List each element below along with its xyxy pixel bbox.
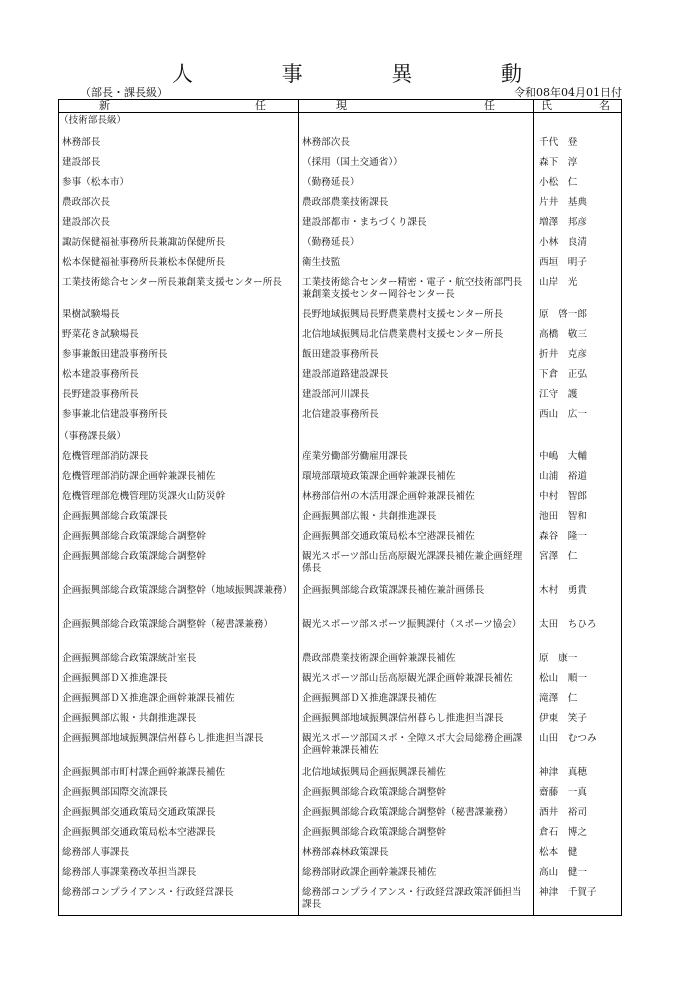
- person-name: 倉石 博之: [539, 827, 587, 838]
- current-position: 産業労働部労働雇用課長: [302, 451, 408, 462]
- person-name: 松本 健: [539, 847, 578, 858]
- header-current-right: 任: [484, 99, 495, 112]
- current-position: 建設部河川課長: [302, 389, 370, 400]
- new-position: 総務部コンプライアンス・行政経営課長: [62, 887, 234, 898]
- page-title: [172, 60, 522, 88]
- new-position: 企画振興部総合政策課総合調整幹: [62, 551, 206, 562]
- person-name: 森下 淳: [539, 157, 578, 168]
- current-position: 企画振興部広報・共創推進課長: [302, 511, 437, 522]
- current-position: 農政部農業技術課企画幹兼課長補佐: [302, 653, 456, 664]
- column-divider: [533, 100, 534, 915]
- current-position: 工業技術総合センター精密・電子・航空技術部門長兼創業支援センター岡谷センター長: [302, 277, 523, 300]
- header-name-right: 名: [599, 99, 610, 112]
- current-position: 企画振興部総合政策課課長補佐兼計画係長: [302, 585, 485, 596]
- current-position: 企画振興部ＤＸ推進課課長補佐: [302, 693, 437, 704]
- person-name: 下倉 正弘: [539, 369, 587, 380]
- current-position: 北信地域振興局北信農業農村支援センター所長: [302, 329, 504, 340]
- section-heading: （技術部長級）: [59, 115, 127, 126]
- current-position: （勤務延長）: [302, 237, 360, 248]
- new-position: 松本建設事務所長: [62, 369, 139, 380]
- current-position: （採用（国土交通省））: [302, 157, 403, 168]
- current-position: 林務部次長: [302, 137, 350, 148]
- person-name: 山浦 裕道: [539, 471, 587, 482]
- person-name: 千代 登: [539, 137, 578, 148]
- new-position: 総務部人事課業務改革担当課長: [62, 867, 197, 878]
- current-position: 建設部都市・まちづくり課長: [302, 217, 427, 228]
- title-char: 動: [500, 62, 522, 86]
- new-position: 企画振興部ＤＸ推進課長: [62, 673, 168, 684]
- new-position: 参事兼北信建設事務所長: [62, 409, 168, 420]
- current-position: 飯田建設事務所長: [302, 349, 379, 360]
- new-position: 企画振興部総合政策課総合調整幹: [62, 531, 206, 542]
- new-position: 企画振興部総合政策課総合調整幹（秘書課兼務）: [62, 619, 274, 630]
- current-position: 総務部コンプライアンス・行政経営課政策評価担当課長: [302, 887, 522, 910]
- person-name: 池田 智和: [539, 511, 587, 522]
- person-name: 江守 護: [539, 389, 578, 400]
- new-position: 危機管理部消防課企画幹兼課長補佐: [62, 471, 216, 482]
- person-name: 原 康一: [539, 653, 578, 664]
- current-position: 長野地域振興局長野農業農村支援センター所長: [302, 309, 504, 320]
- current-position: 林務部森林政策課長: [302, 847, 389, 858]
- new-position: 企画振興部総合政策課長: [62, 511, 168, 522]
- new-position: 企画振興部国際交流課長: [62, 787, 168, 798]
- current-position: 北信建設事務所長: [302, 409, 379, 420]
- person-name: 神津 千賀子: [539, 887, 597, 898]
- person-name: 伊東 笑子: [539, 713, 587, 724]
- person-name: 滝澤 仁: [539, 693, 578, 704]
- person-name: 西山 広一: [539, 409, 587, 420]
- current-position: 環境部環境政策課企画幹兼課長補佐: [302, 471, 456, 482]
- person-name: 齋藤 一真: [539, 787, 587, 798]
- effective-date: 令和08年04月01日付: [514, 86, 622, 99]
- current-position: 観光スポーツ部国スポ・全障スポ大会局総務企画課企画幹兼課長補佐: [302, 733, 523, 756]
- new-position: 危機管理部消防課長: [62, 451, 149, 462]
- person-name: 森谷 隆一: [539, 531, 587, 542]
- person-name: 酒井 裕司: [539, 807, 587, 818]
- person-name: 中嶋 大輔: [539, 451, 587, 462]
- new-position: 果樹試験場長: [62, 309, 120, 320]
- new-position: 建設部次長: [62, 217, 110, 228]
- new-position: 諏訪保健福祉事務所長兼諏訪保健所長: [62, 237, 226, 248]
- person-name: 片井 基典: [539, 197, 587, 208]
- header-divider: [59, 112, 621, 113]
- person-name: 宮澤 仁: [539, 551, 578, 562]
- header-current-left: 現: [336, 99, 347, 112]
- person-name: 小松 仁: [539, 177, 578, 188]
- person-name: 山岸 光: [539, 277, 578, 288]
- personnel-table: [58, 99, 622, 916]
- current-position: 衛生技監: [302, 257, 341, 268]
- current-position: 観光スポーツ部山岳高原観光課課長補佐兼企画経理係長: [302, 551, 523, 574]
- person-name: 小林 良清: [539, 237, 587, 248]
- new-position: 危機管理部危機管理防災課火山防災幹: [62, 491, 226, 502]
- subtitle: （部長・課長級）: [80, 86, 168, 99]
- current-position: 企画振興部地域振興課信州暮らし推進担当課長: [302, 713, 504, 724]
- new-position: 工業技術総合センター所長兼創業支援センター所長: [62, 277, 282, 288]
- current-position: 観光スポーツ部スポーツ振興課付（スポーツ協会）: [302, 619, 522, 630]
- new-position: 企画振興部ＤＸ推進課企画幹兼課長補佐: [62, 693, 235, 704]
- header-new-right: 任: [255, 99, 266, 112]
- person-name: 折井 克彦: [539, 349, 587, 360]
- person-name: 増澤 邦彦: [539, 217, 587, 228]
- new-position: 総務部人事課長: [62, 847, 130, 858]
- new-position: 企画振興部総合政策課総合調整幹（地域振興課兼務）: [62, 585, 293, 596]
- new-position: 松本保健福祉事務所長兼松本保健所長: [62, 257, 226, 268]
- person-name: 神津 真穂: [539, 767, 587, 778]
- current-position: 北信地域振興局企画振興課長補佐: [302, 767, 446, 778]
- current-position: 企画振興部総合政策課総合調整幹: [302, 787, 446, 798]
- header-name-left: 氏: [541, 99, 552, 112]
- new-position: 参事（松本市）: [62, 177, 130, 188]
- person-name: 高橋 敬三: [539, 329, 587, 340]
- new-position: 長野建設事務所長: [62, 389, 139, 400]
- title-char: 異: [391, 62, 413, 86]
- current-position: 農政部農業技術課長: [302, 197, 389, 208]
- new-position: 企画振興部市町村課企画幹兼課長補佐: [62, 767, 226, 778]
- person-name: 西垣 明子: [539, 257, 587, 268]
- new-position: 林務部長: [62, 137, 101, 148]
- person-name: 太田 ちひろ: [539, 619, 597, 630]
- current-position: 企画振興部総合政策課総合調整幹: [302, 827, 446, 838]
- person-name: 木村 勇貴: [539, 585, 587, 596]
- new-position: 野菜花き試験場長: [62, 329, 139, 340]
- current-position: 林務部信州の木活用課企画幹兼課長補佐: [302, 491, 475, 502]
- title-char: 事: [281, 62, 303, 86]
- person-name: 松山 順一: [539, 673, 587, 684]
- current-position: 企画振興部総合政策課総合調整幹（秘書課兼務）: [302, 807, 514, 818]
- current-position: 建設部道路建設課長: [302, 369, 389, 380]
- current-position: （勤務延長）: [302, 177, 360, 188]
- new-position: 企画振興部交通政策局松本空港課長: [62, 827, 216, 838]
- person-name: 山田 むつみ: [539, 733, 597, 744]
- current-position: 総務部財政課企画幹兼課長補佐: [302, 867, 437, 878]
- new-position: 建設部長: [62, 157, 101, 168]
- new-position: 農政部次長: [62, 197, 110, 208]
- current-position: 観光スポーツ部山岳高原観光課企画幹兼課長補佐: [302, 673, 513, 684]
- person-name: 高山 健一: [539, 867, 587, 878]
- title-char: 人: [172, 62, 193, 86]
- new-position: 企画振興部交通政策局交通政策課長: [62, 807, 216, 818]
- header-new-left: 新: [99, 99, 110, 112]
- person-name: 中村 智郎: [539, 491, 587, 502]
- current-position: 企画振興部交通政策局松本空港課長補佐: [302, 531, 475, 542]
- new-position: 企画振興部広報・共創推進課長: [62, 713, 197, 724]
- column-divider: [298, 100, 299, 915]
- new-position: 参事兼飯田建設事務所長: [62, 349, 168, 360]
- person-name: 原 啓一郎: [539, 309, 587, 320]
- new-position: 企画振興部地域振興課信州暮らし推進担当課長: [62, 733, 264, 744]
- new-position: 企画振興部総合政策課統計室長: [62, 653, 197, 664]
- section-heading: （事務課長級）: [59, 431, 127, 442]
